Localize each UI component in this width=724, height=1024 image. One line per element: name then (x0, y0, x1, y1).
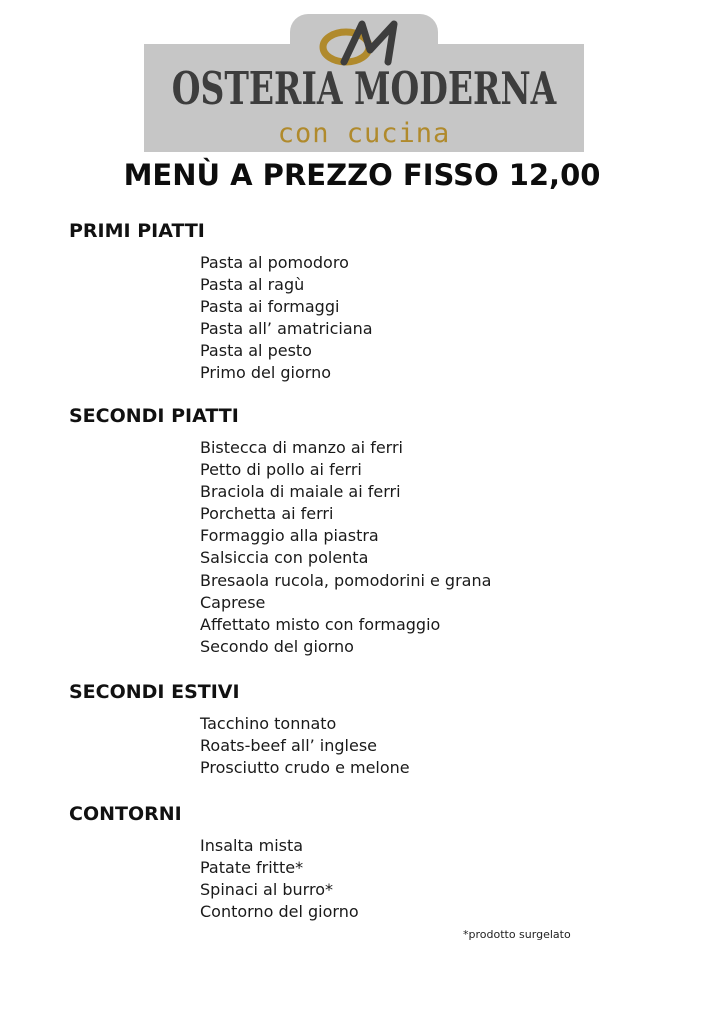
menu-item: Secondo del giorno (200, 636, 354, 656)
menu-item: Bistecca di manzo ai ferri (200, 438, 403, 457)
menu-item: Braciola di maiale ai ferri (200, 482, 401, 502)
menu-item: Pasta al pomodoro (200, 253, 349, 272)
menu-item: Spinaci al burro* (200, 880, 333, 900)
om-monogram-icon (304, 18, 424, 68)
section-contorni (69, 801, 689, 923)
menu-item: Bresaola rucola, pomodorini e grana (200, 570, 492, 590)
section-title: PRIMI PIATTI (69, 220, 205, 242)
page-title: MENÙ A PREZZO FISSO 12,00 (123, 158, 601, 192)
section-secondi-piatti (69, 403, 689, 658)
menu-item: Caprese (200, 592, 266, 612)
menu-item: Insalta mista (200, 836, 304, 855)
menu-item: Affettato misto con formaggio (200, 614, 441, 634)
menu-item: Pasta all’ amatriciana (200, 319, 373, 339)
menu-item: Salsiccia con polenta (200, 548, 369, 568)
section-title: CONTORNI (69, 803, 182, 825)
menu-item: Primo del giorno (200, 363, 331, 383)
section-title: SECONDI ESTIVI (69, 681, 240, 703)
menu-item-list (200, 252, 689, 385)
menu-item: Contorno del giorno (200, 902, 359, 922)
menu-item: Pasta ai formaggi (200, 297, 340, 317)
logo-title: OSTERIA MODERNA (171, 62, 557, 115)
menu-item-list (200, 835, 689, 923)
menu-item: Tacchino tonnato (200, 714, 337, 733)
menu-item: Prosciutto crudo e melone (200, 758, 410, 778)
menu-item-list (200, 713, 689, 779)
section-primi-piatti (69, 218, 689, 385)
menu-item: Pasta al pesto (200, 341, 312, 361)
logo-subtitle: con cucina (277, 118, 451, 149)
section-title: SECONDI PIATTI (69, 405, 239, 427)
menu-item: Patate fritte* (200, 858, 304, 878)
menu-item: Petto di pollo ai ferri (200, 460, 362, 480)
menu-item: Formaggio alla piastra (200, 526, 379, 546)
restaurant-logo (144, 14, 584, 152)
menu-item: Pasta al ragù (200, 275, 305, 295)
menu-item: Porchetta ai ferri (200, 504, 334, 524)
menu-item: Roats-beef all’ inglese (200, 736, 378, 756)
section-secondi-estivi (69, 679, 689, 779)
menu-item-list (200, 437, 689, 658)
footnote: *prodotto surgelato (463, 928, 571, 941)
